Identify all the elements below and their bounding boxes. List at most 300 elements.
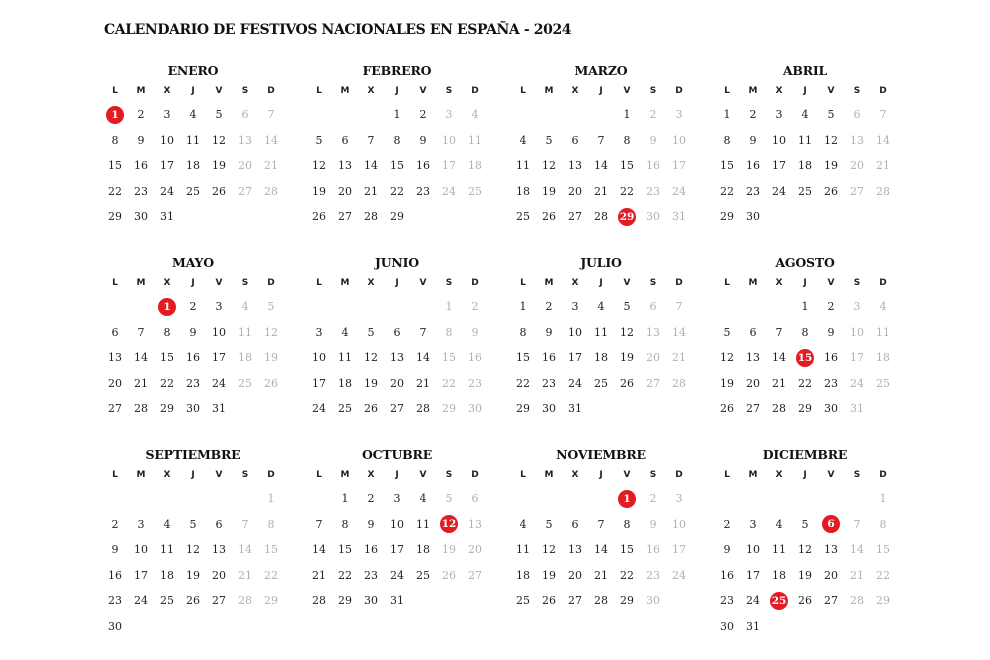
weekday-header: M	[136, 470, 146, 480]
empty-cell	[740, 294, 766, 320]
weekday-header: X	[367, 86, 375, 96]
day-cell: 17	[568, 351, 582, 365]
week-row	[510, 537, 692, 563]
day-cell: 17	[442, 159, 456, 173]
day-cell: 30	[364, 594, 378, 608]
day-cell: 7	[675, 300, 683, 314]
empty-cell	[128, 614, 154, 640]
weekday-header: D	[471, 278, 479, 288]
weekday-header-row	[714, 272, 896, 294]
day-cell: 11	[338, 351, 352, 365]
weekday-header: S	[853, 278, 861, 288]
day-cell: 26	[442, 568, 456, 582]
day-cell: 21	[364, 184, 378, 198]
day-cell: 27	[646, 376, 660, 390]
weekday-header: D	[471, 86, 479, 96]
weekday-header: M	[544, 278, 554, 288]
day-cell: 11	[516, 159, 530, 173]
month-noviembre	[510, 446, 692, 614]
day-cell: 18	[516, 568, 530, 582]
month-enero	[102, 62, 284, 230]
empty-cell	[206, 204, 232, 230]
day-cell: 14	[364, 159, 378, 173]
day-cell: 10	[850, 325, 864, 339]
day-cell: 29	[798, 402, 812, 416]
day-cell: 5	[623, 300, 631, 314]
day-cell: 26	[824, 184, 838, 198]
weekday-header: D	[267, 86, 275, 96]
day-cell: 4	[519, 517, 527, 531]
day-cell: 7	[597, 133, 605, 147]
week-row	[306, 345, 488, 371]
day-cell: 10	[134, 543, 148, 557]
day-cell: 18	[798, 159, 812, 173]
weekday-header: D	[879, 278, 887, 288]
day-cell: 6	[649, 300, 657, 314]
day-cell: 3	[853, 300, 861, 314]
empty-cell	[306, 102, 332, 128]
week-row	[306, 537, 488, 563]
weekday-header: L	[316, 470, 322, 480]
day-cell: 27	[238, 184, 252, 198]
empty-cell	[536, 102, 562, 128]
day-cell: 19	[798, 568, 812, 582]
week-row	[714, 153, 896, 179]
day-cell: 4	[341, 325, 349, 339]
day-cell: 26	[542, 210, 556, 224]
weekday-header: V	[215, 470, 223, 480]
day-cell: 3	[315, 325, 323, 339]
day-cell: 26	[620, 376, 634, 390]
week-row	[102, 371, 284, 397]
weekday-header: D	[675, 86, 683, 96]
day-cell: 29	[516, 402, 530, 416]
day-cell: 11	[160, 543, 174, 557]
day-cell: 29	[108, 210, 122, 224]
day-cell: 26	[542, 594, 556, 608]
day-cell: 23	[364, 568, 378, 582]
day-cell: 8	[623, 133, 631, 147]
day-cell: 28	[672, 376, 686, 390]
day-cell: 3	[137, 517, 145, 531]
day-cell: 27	[108, 402, 122, 416]
day-cell: 24	[672, 568, 686, 582]
day-cell: 28	[594, 210, 608, 224]
empty-cell	[766, 614, 792, 640]
day-cell: 10	[212, 325, 226, 339]
empty-cell	[818, 486, 844, 512]
day-cell: 13	[824, 543, 838, 557]
day-cell: 5	[267, 300, 275, 314]
day-cell: 4	[471, 108, 479, 122]
day-cell: 5	[215, 108, 223, 122]
week-row	[714, 614, 896, 640]
weekday-header-row	[306, 272, 488, 294]
weekday-header: J	[395, 278, 399, 288]
empty-cell	[154, 486, 180, 512]
day-cell: 14	[672, 325, 686, 339]
weekday-header: D	[267, 470, 275, 480]
weekday-header: X	[571, 278, 579, 288]
day-cell: 11	[594, 325, 608, 339]
week-row	[102, 294, 284, 320]
day-cell: 17	[160, 159, 174, 173]
weekday-header: L	[316, 86, 322, 96]
week-row	[510, 371, 692, 397]
day-cell: 14	[238, 543, 252, 557]
day-cell: 12	[620, 325, 634, 339]
empty-cell	[102, 486, 128, 512]
day-cell: 22	[876, 568, 890, 582]
empty-cell	[232, 204, 258, 230]
weekday-header: L	[520, 278, 526, 288]
day-cell: 15	[620, 543, 634, 557]
day-cell: 27	[338, 210, 352, 224]
day-cell: 6	[215, 517, 223, 531]
day-cell: 4	[801, 108, 809, 122]
day-cell: 2	[545, 300, 553, 314]
day-cell: 8	[267, 517, 275, 531]
empty-cell	[614, 396, 640, 422]
day-cell: 1	[393, 108, 401, 122]
empty-cell	[588, 486, 614, 512]
day-cell: 9	[827, 325, 835, 339]
weekday-header: V	[215, 278, 223, 288]
day-cell: 1	[445, 300, 453, 314]
month-name: DICIEMBRE	[762, 447, 848, 462]
empty-cell	[332, 102, 358, 128]
day-cell: 10	[672, 133, 686, 147]
weekday-header: S	[241, 86, 249, 96]
day-cell: 9	[649, 517, 657, 531]
day-cell: 13	[390, 351, 404, 365]
day-cell: 22	[516, 376, 530, 390]
holiday-day: 29	[614, 204, 640, 230]
day-cell: 16	[720, 568, 734, 582]
day-cell: 2	[137, 108, 145, 122]
day-cell: 24	[390, 568, 404, 582]
day-cell: 5	[315, 133, 323, 147]
day-cell: 30	[824, 402, 838, 416]
month-name: NOVIEMBRE	[556, 447, 646, 462]
month-agosto	[714, 254, 896, 422]
empty-cell	[180, 614, 206, 640]
day-cell: 28	[772, 402, 786, 416]
day-cell: 21	[594, 184, 608, 198]
empty-cell	[792, 204, 818, 230]
weekday-header: M	[748, 278, 758, 288]
day-cell: 24	[134, 594, 148, 608]
day-cell: 18	[238, 351, 252, 365]
weekday-header-row	[102, 80, 284, 102]
day-cell: 21	[134, 376, 148, 390]
week-row	[510, 320, 692, 346]
day-cell: 14	[416, 351, 430, 365]
day-cell: 15	[108, 159, 122, 173]
empty-cell	[358, 102, 384, 128]
week-row	[102, 128, 284, 154]
day-cell: 1	[267, 492, 275, 506]
day-cell: 1	[623, 108, 631, 122]
day-cell: 16	[416, 159, 430, 173]
day-cell: 25	[160, 594, 174, 608]
empty-cell	[536, 486, 562, 512]
empty-cell	[258, 396, 284, 422]
day-cell: 25	[416, 568, 430, 582]
day-cell: 13	[338, 159, 352, 173]
day-cell: 17	[312, 376, 326, 390]
weekday-header: X	[367, 278, 375, 288]
day-cell: 15	[338, 543, 352, 557]
day-cell: 25	[876, 376, 890, 390]
empty-cell	[232, 486, 258, 512]
weekday-header: M	[748, 86, 758, 96]
day-cell: 12	[720, 351, 734, 365]
empty-cell	[766, 294, 792, 320]
day-cell: 29	[720, 210, 734, 224]
day-cell: 10	[568, 325, 582, 339]
week-row	[306, 588, 488, 614]
day-cell: 26	[186, 594, 200, 608]
day-cell: 4	[879, 300, 887, 314]
day-cell: 15	[876, 543, 890, 557]
month-marzo	[510, 62, 692, 230]
day-cell: 2	[827, 300, 835, 314]
day-cell: 21	[238, 568, 252, 582]
day-cell: 3	[675, 492, 683, 506]
day-cell: 8	[111, 133, 119, 147]
day-cell: 25	[516, 210, 530, 224]
day-cell: 12	[264, 325, 278, 339]
day-cell: 27	[468, 568, 482, 582]
day-cell: 6	[241, 108, 249, 122]
day-cell: 3	[215, 300, 223, 314]
week-row	[714, 512, 896, 538]
day-cell: 8	[623, 517, 631, 531]
day-cell: 9	[723, 543, 731, 557]
empty-cell	[870, 614, 896, 640]
day-cell: 9	[749, 133, 757, 147]
weekday-header: V	[827, 470, 835, 480]
day-cell: 21	[416, 376, 430, 390]
empty-cell	[358, 294, 384, 320]
day-cell: 20	[568, 568, 582, 582]
weekday-header: X	[571, 86, 579, 96]
day-cell: 14	[264, 133, 278, 147]
day-cell: 13	[568, 543, 582, 557]
empty-cell	[410, 204, 436, 230]
weekday-header-row	[510, 464, 692, 486]
week-row	[714, 179, 896, 205]
day-cell: 17	[850, 351, 864, 365]
day-cell: 17	[212, 351, 226, 365]
month-name: MAYO	[172, 255, 214, 270]
week-row	[102, 102, 284, 128]
weekday-header: V	[827, 86, 835, 96]
empty-cell	[232, 614, 258, 640]
day-cell: 23	[186, 376, 200, 390]
day-cell: 10	[746, 543, 760, 557]
day-cell: 8	[393, 133, 401, 147]
day-cell: 12	[824, 133, 838, 147]
day-cell: 19	[442, 543, 456, 557]
day-cell: 23	[746, 184, 760, 198]
week-row	[306, 153, 488, 179]
day-cell: 28	[312, 594, 326, 608]
day-cell: 30	[468, 402, 482, 416]
weekday-header-row	[510, 80, 692, 102]
weekday-header: S	[241, 278, 249, 288]
day-cell: 27	[568, 594, 582, 608]
day-cell: 13	[746, 351, 760, 365]
weekday-header: J	[191, 278, 195, 288]
weekday-header: V	[419, 470, 427, 480]
day-cell: 15	[620, 159, 634, 173]
weekday-header: J	[803, 470, 807, 480]
day-cell: 5	[189, 517, 197, 531]
day-cell: 30	[186, 402, 200, 416]
month-name: ENERO	[167, 63, 219, 78]
empty-cell	[844, 204, 870, 230]
day-cell: 6	[111, 325, 119, 339]
empty-cell	[102, 294, 128, 320]
day-cell: 20	[338, 184, 352, 198]
day-cell: 22	[620, 184, 634, 198]
day-cell: 15	[390, 159, 404, 173]
week-row	[714, 128, 896, 154]
day-cell: 28	[264, 184, 278, 198]
day-cell: 9	[367, 517, 375, 531]
empty-cell	[562, 102, 588, 128]
day-cell: 10	[442, 133, 456, 147]
month-septiembre	[102, 446, 284, 639]
empty-cell	[462, 588, 488, 614]
empty-cell	[844, 614, 870, 640]
empty-cell	[128, 294, 154, 320]
day-cell: 8	[801, 325, 809, 339]
day-cell: 17	[390, 543, 404, 557]
empty-cell	[510, 486, 536, 512]
day-cell: 26	[720, 402, 734, 416]
day-cell: 22	[442, 376, 456, 390]
day-cell: 4	[419, 492, 427, 506]
weekday-header-row	[102, 464, 284, 486]
day-cell: 27	[212, 594, 226, 608]
day-cell: 19	[542, 184, 556, 198]
weekday-header-row	[714, 464, 896, 486]
day-cell: 14	[312, 543, 326, 557]
empty-cell	[640, 396, 666, 422]
day-cell: 2	[649, 108, 657, 122]
empty-cell	[306, 486, 332, 512]
day-cell: 14	[772, 351, 786, 365]
empty-cell	[510, 102, 536, 128]
day-cell: 2	[189, 300, 197, 314]
day-cell: 8	[519, 325, 527, 339]
day-cell: 7	[597, 517, 605, 531]
day-cell: 20	[108, 376, 122, 390]
day-cell: 8	[163, 325, 171, 339]
day-cell: 26	[312, 210, 326, 224]
week-row	[510, 153, 692, 179]
day-cell: 16	[542, 351, 556, 365]
day-cell: 18	[876, 351, 890, 365]
week-row	[306, 371, 488, 397]
weekday-header: X	[163, 470, 171, 480]
weekday-header: S	[241, 470, 249, 480]
weekday-header: S	[853, 470, 861, 480]
day-cell: 7	[267, 108, 275, 122]
month-name: SEPTIEMBRE	[145, 447, 241, 462]
weekday-header: D	[879, 470, 887, 480]
weekday-header: M	[748, 470, 758, 480]
week-row	[510, 512, 692, 538]
day-cell: 9	[189, 325, 197, 339]
week-row	[102, 396, 284, 422]
day-cell: 6	[749, 325, 757, 339]
weekday-header: S	[649, 86, 657, 96]
day-cell: 4	[519, 133, 527, 147]
day-cell: 17	[672, 159, 686, 173]
day-cell: 20	[212, 568, 226, 582]
day-cell: 7	[419, 325, 427, 339]
weekday-header: S	[445, 86, 453, 96]
day-cell: 1	[879, 492, 887, 506]
day-cell: 19	[212, 159, 226, 173]
month-febrero	[306, 62, 488, 230]
weekday-header: X	[775, 470, 783, 480]
week-row	[510, 102, 692, 128]
day-cell: 1	[723, 108, 731, 122]
day-cell: 31	[672, 210, 686, 224]
day-cell: 14	[594, 543, 608, 557]
weekday-header-row	[510, 272, 692, 294]
day-cell: 1	[801, 300, 809, 314]
day-cell: 15	[516, 351, 530, 365]
day-cell: 4	[189, 108, 197, 122]
day-cell: 13	[468, 517, 482, 531]
empty-cell	[562, 486, 588, 512]
week-row	[306, 320, 488, 346]
week-row	[306, 294, 488, 320]
day-cell: 12	[542, 543, 556, 557]
day-cell: 26	[798, 594, 812, 608]
week-row	[102, 153, 284, 179]
week-row	[714, 537, 896, 563]
day-cell: 11	[468, 133, 482, 147]
week-row	[714, 102, 896, 128]
weekday-header: L	[112, 470, 118, 480]
empty-cell	[180, 486, 206, 512]
day-cell: 19	[186, 568, 200, 582]
empty-cell	[332, 294, 358, 320]
weekday-header-row	[306, 464, 488, 486]
week-row	[714, 294, 896, 320]
month-mayo	[102, 254, 284, 422]
day-cell: 25	[594, 376, 608, 390]
day-cell: 16	[646, 543, 660, 557]
day-cell: 19	[720, 376, 734, 390]
day-cell: 23	[720, 594, 734, 608]
day-cell: 21	[672, 351, 686, 365]
weekday-header: M	[340, 278, 350, 288]
weekday-header: S	[649, 278, 657, 288]
week-row	[102, 512, 284, 538]
weekday-header: L	[520, 470, 526, 480]
weekday-header: X	[163, 278, 171, 288]
weekday-header: J	[803, 278, 807, 288]
day-cell: 9	[111, 543, 119, 557]
